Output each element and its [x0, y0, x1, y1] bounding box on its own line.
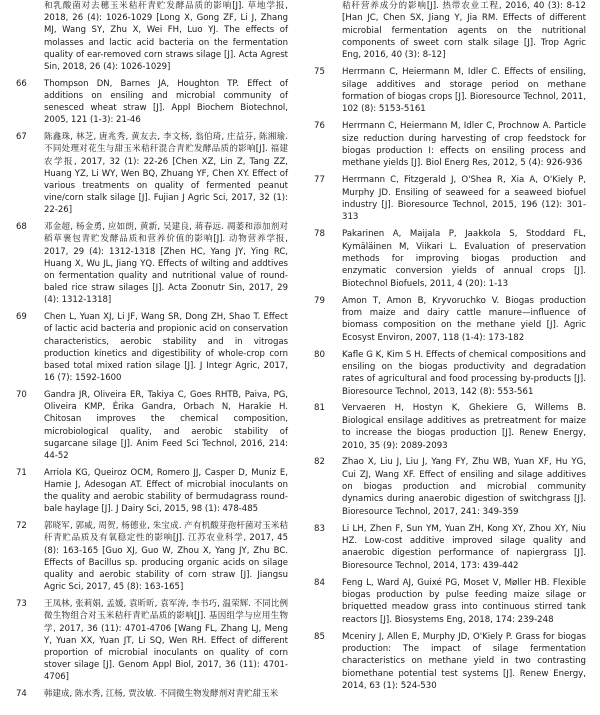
reference-entry: [314, 523, 586, 572]
reference-text: Zhao X, Liu J, Liu J, Yang FY, Zhu WB, Yuan XF, Hu YG, Cui ZJ, Wang XF. Effect of ensiling and silage additives on biogas production and microbial community dynamics during anaerobic digestion of switchgrass [J]. Bioresource Technol, 2017, 241: 349-359: [342, 457, 586, 517]
reference-number: 80: [314, 349, 325, 360]
reference-entry: [314, 456, 586, 518]
reference-entry: [314, 120, 586, 169]
reference-number: 71: [16, 467, 27, 478]
reference-number: 68: [16, 222, 27, 233]
reference-text: Pakarinen A, Maijala P, Jaakkola S, Stoddard FL, Kymäläinen M, Viikari L. Evaluation of preservation methods for improving biogas production and enzymatic conversion yields of annual crops [J]. Biotechnol Biofuels, 2011, 4 (20): 1-13: [342, 229, 586, 289]
reference-entry: [16, 688, 288, 700]
reference-number: 76: [314, 121, 325, 132]
reference-entry: [16, 311, 288, 384]
reference-number: 79: [314, 295, 325, 306]
reference-entry: [16, 598, 288, 683]
reference-text: Arriola KG, Queiroz OCM, Romero JJ, Casper D, Muniz E, Hamie J, Adesogan AT. Effect of microbial inoculants on the quality and aerobic stability of bermudagrass round-bale haylage [J]. J Dairy Sci, 2015, 98 (1): 478-485: [44, 467, 288, 515]
reference-entry: [16, 78, 288, 127]
reference-text: Feng L, Ward AJ, Guixé PG, Moset V, Møller HB. Flexible biogas production by pulse feeding maize silage or briquetted meadow grass into continuous stirred tank reactors [J]. Biosystems Eng, 2018, 174: 239-248: [342, 577, 586, 625]
reference-number: 74: [16, 689, 27, 700]
reference-text: Vervaeren H, Hostyn K, Ghekiere G, Willems B. Biological ensilage additives as pretreatment for maize to increase the biogas production [J]. Renew Energy, 2010, 35 (9): 2089-2093: [342, 403, 586, 451]
reference-number: 78: [314, 229, 325, 240]
reference-text: 秸秆营养成分的影响[J]. 热带农业工程, 2016, 40 (3): 8-12 [Han JC, Chen SX, Jiang Y, Jia RM. Effects of different microbial fermentation agents on the nutritional components of sweet corn stalk silage [J]. Trop Agric Eng, 2016, 40 (3): 8-12]: [342, 1, 586, 61]
reference-text: Chen L, Yuan XJ, Li JF, Wang SR, Dong ZH, Shao T. Effect of lactic acid bacteria and propionic acid on conservation characteristics, aerobic stability and in vitrogas production kinetics and digestibility of whole-crop corn based total mixed ration silage [J]. J Integr Agric, 2017, 16 (7): 1592-1600: [44, 312, 288, 384]
reference-text: Herrmann C, Heiermann M, Idler C. Effects of ensiling, silage additives and storage period on methane formation of biogas crops [J]. Bioresource Technol, 2011, 102 (8): 5153-5161: [342, 67, 586, 115]
reference-entry: [16, 221, 288, 306]
reference-number: 83: [314, 523, 325, 534]
reference-number: 67: [16, 132, 27, 143]
reference-entry: [314, 631, 586, 693]
reference-text: Thompson DN, Barnes JA, Houghton TP. Effect of additions on ensiling and microbial community of senesced wheat straw [J]. Appl Biochem Biotechnol, 2005, 121 (1-3): 21-46: [44, 78, 288, 126]
reference-text: 韩建成, 陈水秀, 江杨, 贾汝敏. 不同微生物发酵剂对青贮甜玉米: [44, 689, 279, 700]
reference-number: 72: [16, 521, 27, 532]
reference-text: Herrmann C, Heiermann M, Idler C, Prochnow A. Particle size reduction during harvesting of crop feedstock for biogas production I: effects on ensiling process and methane yields [J]. Biol Energ Res, 2012, 5 (4): 926-936: [342, 121, 586, 169]
reference-entry: [314, 577, 586, 626]
references-right-column: [314, 0, 586, 697]
reference-text: Mceniry J, Allen E, Murphy JD, O'Kiely P. Grass for biogas production: The impact of silage fermentation characteristics on methane yield in two contrasting biomethane potential test systems [J]. Renew Energy, 2014, 63 (1): 524-530: [342, 631, 586, 692]
reference-number: 85: [314, 631, 325, 642]
reference-text: Gandra JR, Oliveira ER, Takiya C, Goes RHTB, Paiva, PG, Oliveira KMP, Érika Gandra, Orbach N, Harakie H. Chitosan improves the chemical composition, microbiological quality, and aerobic stability of sugarcane silage [J]. Anim Feed Sci Technol, 2016, 214: 44-52: [44, 390, 288, 462]
reference-entry: [314, 402, 586, 451]
reference-entry: [314, 66, 586, 115]
reference-number: 77: [314, 175, 325, 186]
reference-entry: [314, 295, 586, 344]
reference-text: 和乳酸菌对去穗玉米秸秆青贮发酵品质的影响[J]. 草地学报, 2018, 26 (4): 1026-1029 [Long X, Gong ZF, Li J, Zhang MJ, Wang SY, Zhu X, Wei FH, Luo YJ. The effects of molasses and lactic acid bacteria on the fermentation quality of ear-removed corn straws silage [J]. Acta Agrest Sin, 2018, 26 (4): 1026-1029]: [44, 1, 288, 73]
reference-text: 陈鑫珠, 林芝, 唐兆秀, 黄友去, 李文杨, 翁伯琦, 庄益芬, 陈湘瑜. 不同处理对花生与甜玉米秸秆混合青贮发酵品质的影响[J]. 福建农学报, 2017, 32 (1): 22-26 [Chen XZ, Lin Z, Tang ZZ, Huang YZ, Li WY, Wen BQ, Zhuang YF, Chen XY. Effect of various treatments on quality of fermented peanut vine/corn stalk silage [J]. Fujian J Agric Sci, 2017, 32 (1): 22-26]: [44, 132, 288, 216]
reference-entry: [314, 174, 586, 223]
reference-number: 82: [314, 457, 325, 468]
reference-number: 81: [314, 403, 325, 414]
reference-entry: [314, 349, 586, 398]
reference-text: 郭晓军, 郭威, 周贺, 杨德业, 朱宝成. 产有机酸芽孢杆菌对玉米秸秆青贮品质及有氧稳定性的影响[J]. 江苏农业科学, 2017, 45 (8): 163-165 [Guo XJ, Guo W, Zhou X, Yang JY, Zhu BC. Effects of Bacillus sp. producing organic acids on silage quality and aerobic stability of corn straw [J]. Jiangsu Agric Sci, 2017, 45 (8): 163-165]: [44, 521, 288, 593]
reference-entry: [16, 389, 288, 462]
reference-text: Amon T, Amon B, Kryvoruchko V. Biogas production from maize and dairy cattle manure—influence of biomass composition on the methane yield [J]. Agric Ecosyst Environ, 2007, 118 (1-4): 173-182: [342, 295, 586, 343]
reference-entry: [16, 467, 288, 516]
reference-number: 84: [314, 577, 325, 588]
reference-number: 75: [314, 67, 325, 78]
reference-number: 66: [16, 78, 27, 89]
reference-text: Herrmann C, Fitzgerald J, O'Shea R, Xia A, O'Kiely P, Murphy JD. Ensiling of seaweed for a seaweed biofuel industry [J]. Bioresource Technol, 2015, 196 (12): 301-313: [342, 175, 586, 223]
reference-entry: [314, 0, 586, 62]
reference-number: 70: [16, 390, 27, 401]
reference-text: 王凤林, 张莉娟, 孟媛, 袁昕昕, 袁军涛, 李书巧, 温荣辉. 不同比例微生物组合对玉米秸秆青贮品质的影响[J]. 基因组学与应用生物学, 2017, 36 (11): 4701-4706 [Wang FL, Zhang LJ, Meng Y, Yuan XX, Yuan JT, Li SQ, Wen RH. Effect of different proportion of microbial inoculants on quality of corn stover silage [J]. Genom Appl Biol, 2017, 36 (11): 4701-4706]: [44, 599, 288, 683]
reference-text: 邓金超, 杨金勇, 应如朗, 黄新, 吴建良, 蒋春远. 凋萎和添加剂对稻草裹包青贮发酵品质和营养价值的影响[J]. 动物营养学报, 2017, 29 (4): 1312-1318 [Zhen HC, Yang JY, Ying RC, Huang X, Wu JL, Jiang YQ. Effects of wilting and addtives on fermentation quality and nutritional value of round-baled rice straw silages [J]. Acta Zoonutr Sin, 2017, 29 (4): 1312-1318]: [44, 222, 288, 306]
reference-entry: [16, 520, 288, 593]
reference-entry: [16, 0, 288, 73]
reference-text: Kafle G K, Kim S H. Effects of chemical compositions and ensiling on the biogas productivity and degradation rates of agricultural and food processing by-products [J]. Bioresource Technol, 2013, 142 (8): 553-561: [342, 349, 586, 397]
reference-number: 69: [16, 312, 27, 323]
reference-text: Li LH, Zhen F, Sun YM, Yuan ZH, Kong XY, Zhou XY, Niu HZ. Low-cost additive improved silage quality and anaerobic digestion performance of napiergrass [J]. Bioresource Technol, 2014, 173: 439-442: [342, 523, 586, 571]
reference-number: 73: [16, 599, 27, 610]
references-left-column: [16, 0, 288, 705]
reference-entry: [314, 228, 586, 290]
reference-entry: [16, 131, 288, 216]
